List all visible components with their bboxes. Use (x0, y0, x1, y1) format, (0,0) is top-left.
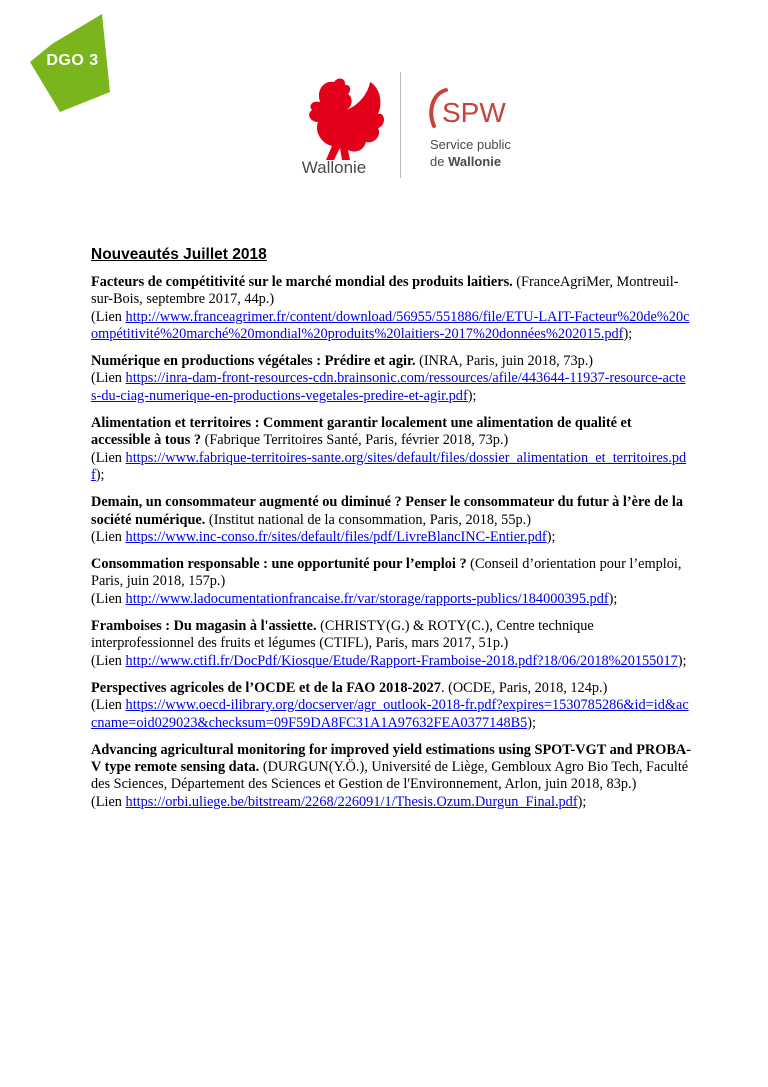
publication-entry (91, 680, 691, 732)
entry-details: (CHRISTY(G.) & ROTY(C.), Centre technique interprofessionnel des fruits et légumes (CTIFL), Paris, mars 2017, 51p.) (91, 618, 594, 652)
publication-entry (91, 274, 691, 343)
entry-link-prefix: (Lien (91, 652, 126, 669)
spw-subtitle-prefix: de (430, 154, 449, 169)
entry-link[interactable]: http://www.franceagrimer.fr/content/download/56955/551886/file/ETU-LAIT-Facteur%20de%20compétitivité%20marché%20mondial%20produits%20laitiers-2017%20données%202015.pdf (91, 308, 690, 342)
entry-details: (FranceAgriMer, Montreuil-sur-Bois, septembre 2017, 44p.) (91, 274, 679, 308)
entry-link-suffix: ); (95, 466, 105, 483)
entry-link-suffix: ); (623, 325, 633, 342)
entry-link-suffix: ); (608, 590, 618, 607)
entry-link[interactable]: http://www.ctifl.fr/DocPdf/Kiosque/Etude/Rapport-Framboise-2018.pdf?18/06/2018%20155017 (125, 652, 678, 669)
entry-title: Framboises : Du magasin à l'assiette. (91, 618, 317, 635)
entry-title: Facteurs de compétitivité sur le marché mondial des produits laitiers. (91, 274, 513, 290)
entry-link[interactable]: https://inra-dam-front-resources-cdn.brainsonic.com/ressources/afile/443644-11937-resource-actes-du-ciag-numerique-en-productions-vegetales-predire-et-agir.pdf (91, 370, 686, 404)
entry-link-suffix: ); (527, 714, 537, 731)
entry-link[interactable]: https://www.oecd-ilibrary.org/docserver/agr_outlook-2018-fr.pdf?expires=1530785286&id=id&accname=oid029023&checksum=09F59DA8FC31A1A97632FEA0377148B5 (91, 697, 689, 731)
entry-link-prefix: (Lien (91, 528, 126, 545)
entry-details: (INRA, Paris, juin 2018, 73p.) (415, 353, 594, 370)
wallonie-logo-label: Wallonie (301, 158, 367, 177)
publication-entry (91, 742, 691, 811)
document-body (91, 246, 691, 821)
entry-title: Numérique en productions végétales : Prédire et agir. (91, 353, 416, 370)
entry-details: (DURGUN(Y.Ö.), Université de Liège, Gembloux Agro Bio Tech, Faculté des Sciences, Département des Sciences et Gestion de l'Environnement, Arlon, juin 2018, 83p.) (91, 759, 689, 793)
entry-link[interactable]: https://www.inc-conso.fr/sites/default/files/pdf/LivreBlancINC-Entier.pdf (125, 528, 547, 545)
entry-link-suffix: ); (546, 528, 556, 545)
entry-details: (Fabrique Territoires Santé, Paris, février 2018, 73p.) (201, 432, 509, 449)
entry-link[interactable]: https://www.fabrique-territoires-sante.org/sites/default/files/dossier_alimentation_et_territoires.pdf (91, 449, 687, 483)
header-divider (400, 72, 401, 178)
entry-link-prefix: (Lien (91, 370, 126, 387)
entry-link[interactable]: http://www.ladocumentationfrancaise.fr/var/storage/rapports-publics/184000395.pdf (125, 590, 609, 607)
spw-subtitle-line1: Service public (430, 137, 511, 152)
spw-subtitle-line2 (430, 153, 511, 170)
page-title: Nouveautés Juillet 2018 (91, 246, 267, 263)
publication-entry (91, 353, 691, 405)
entry-link-suffix: ); (677, 652, 687, 669)
publication-entry (91, 618, 691, 670)
entry-link-prefix: (Lien (91, 590, 126, 607)
spw-subtitle (430, 136, 511, 170)
spw-subtitle-bold: Wallonie (448, 154, 502, 169)
entry-title: Perspectives agricoles de l’OCDE et de la FAO 2018-2027 (91, 679, 441, 696)
entry-title: Consommation responsable : une opportunité pour l’emploi ? (91, 556, 467, 573)
entry-link-prefix: (Lien (91, 793, 126, 810)
wallonie-rooster-icon (298, 72, 388, 162)
entry-link-suffix: ); (467, 387, 477, 404)
entry-details: (Conseil d’orientation pour l’emploi, Paris, juin 2018, 157p.) (91, 556, 682, 590)
publication-entry (91, 494, 691, 546)
publication-entry (91, 415, 691, 484)
entry-title: Advancing agricultural monitoring for improved yield estimations using SPOT-VGT and PROBA-V type remote sensing data. (91, 741, 692, 776)
spw-logo (424, 86, 514, 132)
entry-link-prefix: (Lien (91, 308, 126, 325)
entry-link-prefix: (Lien (91, 449, 126, 466)
entry-details: . (OCDE, Paris, 2018, 124p.) (440, 679, 608, 696)
dgo3-logo-label: DGO 3 (46, 52, 99, 69)
publication-entry (91, 556, 691, 608)
entry-link[interactable]: https://orbi.uliege.be/bitstream/2268/226091/1/Thesis.Ozum.Durgun_Final.pdf (125, 793, 578, 810)
entry-title: Alimentation et territoires : Comment garantir localement une alimentation de qualité et accessible à tous ? (91, 415, 632, 449)
entry-title: Demain, un consommateur augmenté ou diminué ? Penser le consommateur du futur à l’ère de la société numérique. (91, 494, 683, 528)
entry-link-prefix: (Lien (91, 697, 126, 714)
entry-details: (Institut national de la consommation, Paris, 2018, 55p.) (205, 511, 531, 528)
entry-link-suffix: ); (577, 793, 587, 810)
spw-logo-text: SPW (442, 97, 506, 128)
